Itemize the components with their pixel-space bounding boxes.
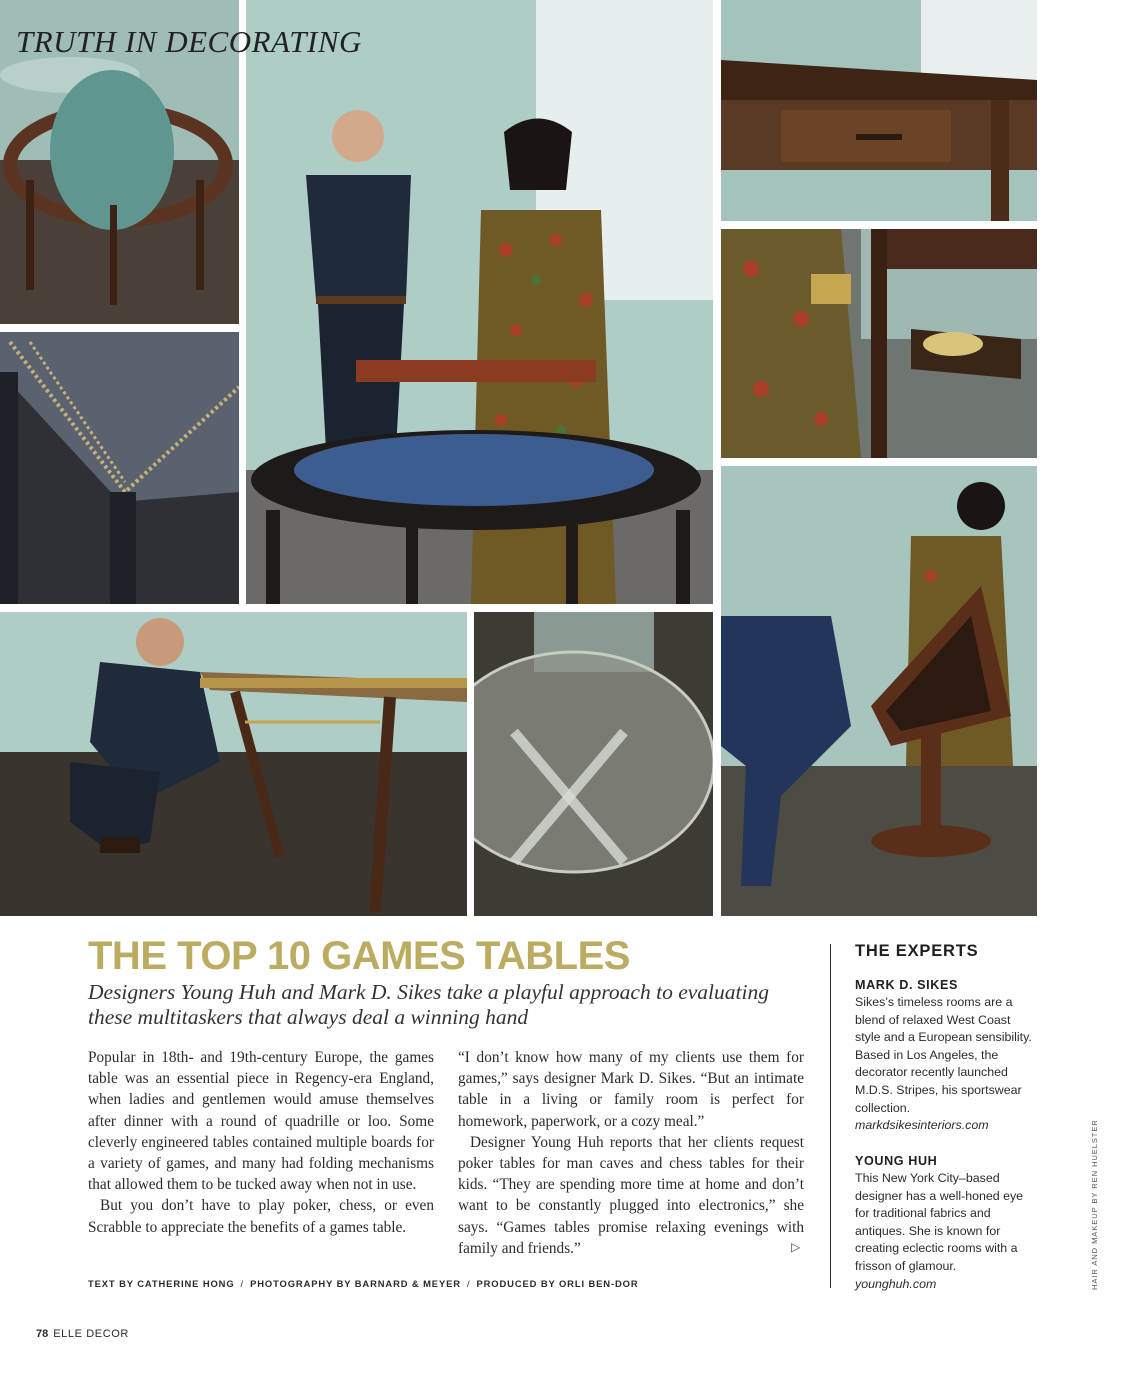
credit-text: TEXT BY CATHERINE HONG (88, 1278, 235, 1289)
section-kicker: TRUTH IN DECORATING (16, 24, 362, 59)
expert-bio (855, 1170, 1035, 1293)
magazine-name: ELLE DECOR (53, 1328, 129, 1340)
body-column-1 (88, 1047, 434, 1238)
body-paragraph: Popular in 18th- and 19th-century Europe, the games table was an essential piece in Regency-era England, when ladies and gentlemen would amuse themselves after dinner with a round of quadrille or loo. Some cleverly engineered tables contained multiple boards for a variety of games, and many had folding mechanisms that allowed them to be tucked away when not in use. (88, 1049, 434, 1194)
photo-studded-table-corner (0, 332, 239, 604)
sidebar-title: THE EXPERTS (855, 942, 979, 960)
expert-name: MARK D. SIKES (855, 978, 958, 992)
credit-produced: PRODUCED BY ORLI BEN-DOR (476, 1278, 639, 1289)
photo-woman-with-flip-top-table (721, 466, 1037, 916)
credit-separator: / (240, 1278, 245, 1289)
body-column-2 (458, 1047, 804, 1259)
expert-website-link[interactable]: markdsikesinteriors.com (855, 1118, 989, 1133)
page-number: 78 (36, 1328, 49, 1340)
credit-photography: PHOTOGRAPHY BY BARNARD & MEYER (250, 1278, 461, 1289)
photo-glass-table-top (474, 612, 713, 916)
article-headline: THE TOP 10 GAMES TABLES (88, 934, 630, 978)
body-paragraph: But you don’t have to play poker, chess, or even Scrabble to appreciate the benefits of a games table. (88, 1197, 434, 1236)
sidebar-divider (830, 944, 831, 1288)
photo-table-pullout-tray (721, 229, 1037, 458)
expert-bio (855, 994, 1035, 1135)
article-dek: Designers Young Huh and Mark D. Sikes take a playful approach to evaluating these multitaskers that always deal a winning hand (88, 980, 769, 1029)
body-paragraph: “I don’t know how many of my clients use them for games,” says designer Mark D. Sikes. “But an intimate table in a living or family room is perfect for homework, paperwork, or a cozy meal.” (458, 1049, 804, 1130)
photo-designers-with-round-table (246, 0, 713, 604)
continued-triangle-icon: ▷ (791, 1240, 801, 1254)
credit-separator: / (466, 1278, 471, 1289)
body-paragraph: Designer Young Huh reports that her clients request poker tables for man caves and chess tables for their kids. “They are spending more time at home and don’t want to be constantly plugged into electronics,” she says. “Games tables promise relaxing evenings with family and friends.” (458, 1133, 804, 1257)
expert-bio-text: Sikes’s timeless rooms are a blend of relaxed West Coast style and a European sensibility. Based in Los Angeles, the decorator recently launched M.D.S. Stripes, his sportswear collection. (855, 995, 1032, 1115)
expert-website-link[interactable]: younghuh.com (855, 1276, 937, 1291)
expert-name: YOUNG HUH (855, 1154, 938, 1168)
page-folio (36, 1328, 129, 1340)
expert-bio-text: This New York City–based designer has a well-honed eye for traditional fabrics and antiques. She is known for creating eclectic rooms with a frisson of glamour. (855, 1171, 1024, 1273)
side-credit: HAIR AND MAKEUP BY REN HUELSTER (1090, 1119, 1099, 1290)
photo-man-with-brass-table (0, 612, 467, 916)
photo-bamboo-table-drawer (721, 0, 1037, 221)
credits-line (88, 1278, 639, 1289)
